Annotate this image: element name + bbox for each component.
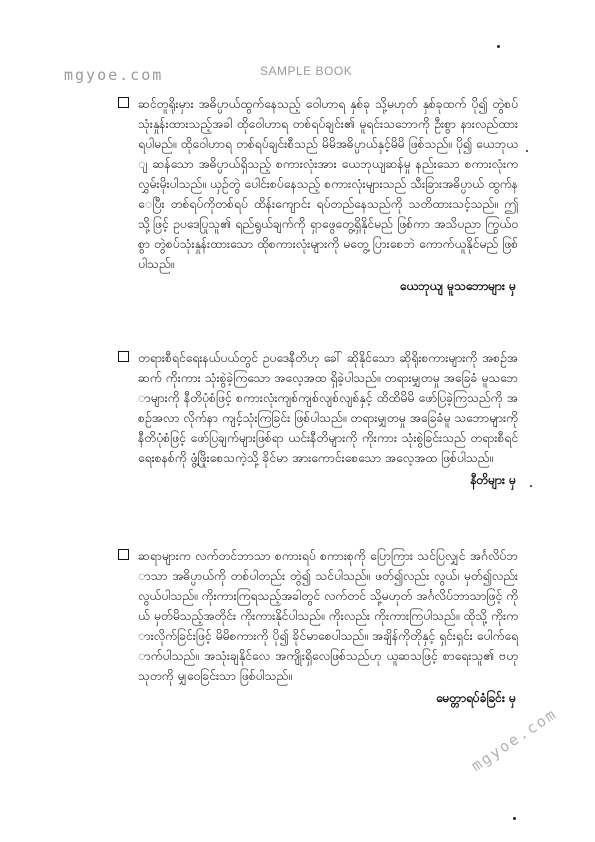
section-body: ဆင်တူရိုးမှား အဓိပ္ပာယ်ထွက်နေသည့် ဝေါဟာရ နှစ်ခု သို့မဟုတ် နှစ်ခုထက် ပို၍ တွဲစပ် သုံးနှုန်းထားသည့်အခါ ထိုဝေါဟာရ တစ်ရပ်ချင်း၏ မူရင်းသဘောကို ဦးစွာ နားလည်ထားရပါမည်။ ထိုဝေါဟာရ တစ်ရပ်ချင်းစီသည် မိမိအဓိပ္ပာယ်နှင့်မိမိ ဖြစ်သည်။ ပို၍ ယေဘုယျ ဆန်သော အဓိပ္ပာယ်ရှိသည့် စကားလုံးအား ယေဘုယျဆန်မှု နည်းသော စကားလုံးက လွှမ်းမိုးပါသည်။ ယှဉ်တွဲ ပေါင်းစပ်နေသည့် စကားလုံးများသည် သီးခြားအဓိပ္ပာယ် ထွက်နေပြီး တစ်ရပ်ကိုတစ်ရပ် ထိန်းကျောင်း ရပ်တည်နေသည်ကို သတိထားသင့်သည်။ ဤသို့ဖြင့် ဥပဒေပြုသူ၏ ရည်ရွယ်ချက်ကို ရှာဖွေတွေ့ရှိနိုင်မည် ဖြစ်ကာ အသိပညာ ကြွယ်ဝစွာ တွဲစပ်သုံးနှုန်းထားသော ထိုစကားလုံးများကို မတွေ့ ပြားစေဘဲ ကောက်ယူနိုင်မည် ဖြစ်ပါသည်။	[138, 97, 518, 271]
text-section	[118, 546, 518, 708]
section-body: တရားစီရင်ရေးနယ်ပယ်တွင် ဥပဒေနီတိဟု ခေါ် ဆိုနိုင်သော ဆိုရိုးစကားများကို အစဉ်အဆက် ကိုးကား သုံးစွဲခဲ့ကြသော အလေ့အထ ရှိခဲ့ပါသည်။ တရားမျှတမှု အခြေခံ မူသဘောများကို နီတိပုံစံဖြင့် စကားလုံးကျစ်ကျစ်လျစ်လျစ်နှင့် ထိထိမိမိ ဖော်ပြခဲ့ကြသည်ကို အစဉ်အလာ လိုက်နာ ကျင့်သုံးကြခြင်း ဖြစ်ပါသည်။ တရားမျှတမှု အခြေခံမူ သဘောများကို နီတိပုံစံဖြင့် ဖော်ပြချက်များဖြစ်ရာ ယင်းနီတိများကို ကိုးကား သုံးစွဲခြင်းသည် တရားစီရင်ရေးစနစ်ကို ဖွံ့ဖြိုးစေသကဲ့သို့ ခိုင်မာ အားကောင်းစေသော အလေ့အထ ဖြစ်ပါသည်။	[138, 351, 518, 465]
watermark-text: mgyoe.com	[64, 66, 164, 84]
watermark-text-diagonal: mgyoe.com	[468, 704, 561, 775]
page-speck	[526, 150, 528, 152]
text-section	[118, 348, 518, 490]
page-speck	[497, 45, 500, 48]
text-section	[118, 94, 518, 296]
checkbox-bullet-icon	[118, 351, 129, 362]
page-speck	[530, 485, 532, 487]
section-body: ဆရာများက လက်တင်ဘာသာ စကားရပ် စကားစုကို ပြောကြား သင်ပြလျှင် အင်္ဂလိပ်ဘာသာ အဓိပ္ပာယ်ကို တစ်ပါတည်း တွဲ၍ သင်ပါသည်။ ဖတ်၍လည်း လွယ်၊ မှတ်၍လည်း လွယ်ပါသည်။ ကိုးကားကြရသည့်အခါတွင် လက်တင် သို့မဟုတ် အင်္ဂလိပ်ဘာသာဖြင့် ကိုယ် မှတ်မိသည့်အတိုင်း ကိုးကားနိုင်ပါသည်။ ကိုးလည်း ကိုးကားကြပါသည်။ ထိုသို့ ကိုးကားလိုက်ခြင်းဖြင့် မိမိစကားကို ပို၍ ခိုင်မာစေပါသည်။ အချိန်ကိုတိုနှင့် ရှင်းရှင်း ပေါက်ရောက်ပါသည်။ အသုံးချနိုင်လေ အကျိုးရှိလေဖြစ်သည်ဟု ယူဆသဖြင့် စာရေးသူ၏ ဗဟုသုတကို မျှဝေခြင်းသာ ဖြစ်ပါသည်။	[138, 549, 518, 683]
sample-book-label: SAMPLE BOOK	[260, 64, 353, 78]
section-source: နီတိများ မှ	[470, 473, 516, 487]
checkbox-bullet-icon	[118, 97, 129, 108]
section-source: မေတ္တာရပ်ခံခြင်း မှ	[436, 691, 516, 705]
section-source: ယေဘုယျ မူသဘောများ မှ	[399, 279, 516, 293]
page-speck	[513, 817, 516, 820]
checkbox-bullet-icon	[118, 549, 129, 560]
